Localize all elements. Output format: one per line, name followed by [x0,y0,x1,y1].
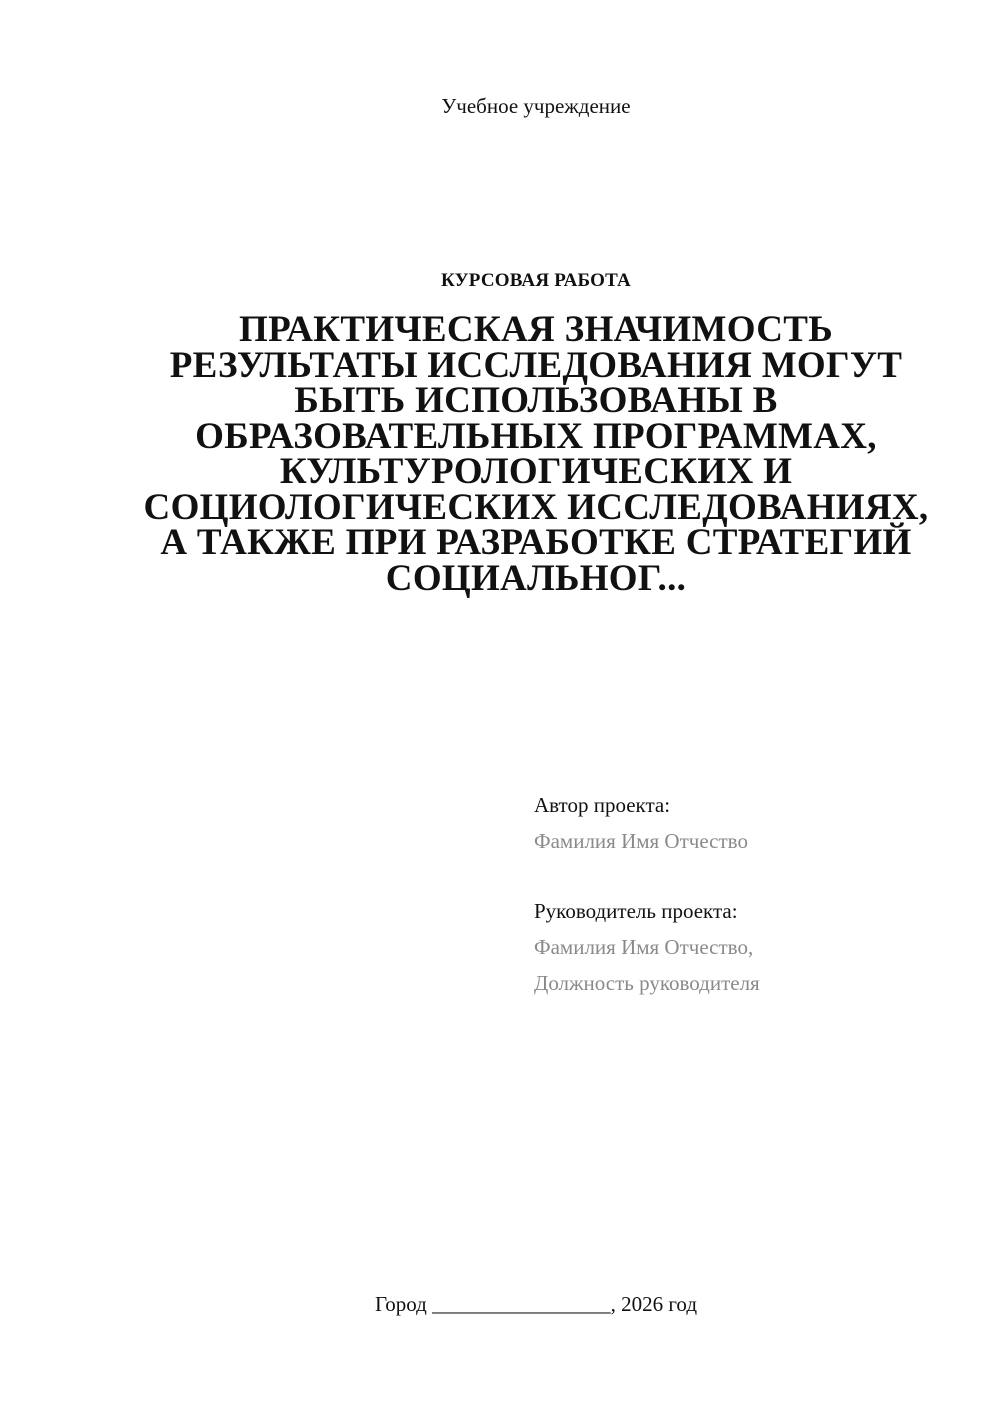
supervisor-name: Фамилия Имя Отчество, [534,935,754,959]
institution-name: Учебное учреждение [441,94,631,118]
credits-block [534,787,974,1001]
credits-spacer [534,859,974,893]
city-year-line: Город _________________, 2026 год [374,1292,698,1316]
author-label: Автор проекта: [534,793,671,817]
document-title: ПРАКТИЧЕСКАЯ ЗНАЧИМОСТЬ РЕЗУЛЬТАТЫ ИССЛЕДОВАНИЯ МОГУТ БЫТЬ ИСПОЛЬЗОВАНЫ В ОБРАЗОВАТЕЛЬНЫХ ПРОГРАММАХ, КУЛЬТУРОЛОГИЧЕСКИХ И СОЦИОЛОГИЧЕСКИХ ИССЛЕДОВАНИЯХ, А ТАКЖЕ ПРИ РАЗРАБОТКЕ СТРАТЕГИЙ СОЦИАЛЬНОГ... [143,309,929,599]
document-type: КУРСОВАЯ РАБОТА [441,270,631,291]
supervisor-position: Должность руководителя [534,971,760,995]
author-name: Фамилия Имя Отчество [534,829,748,853]
supervisor-label: Руководитель проекта: [534,899,738,923]
